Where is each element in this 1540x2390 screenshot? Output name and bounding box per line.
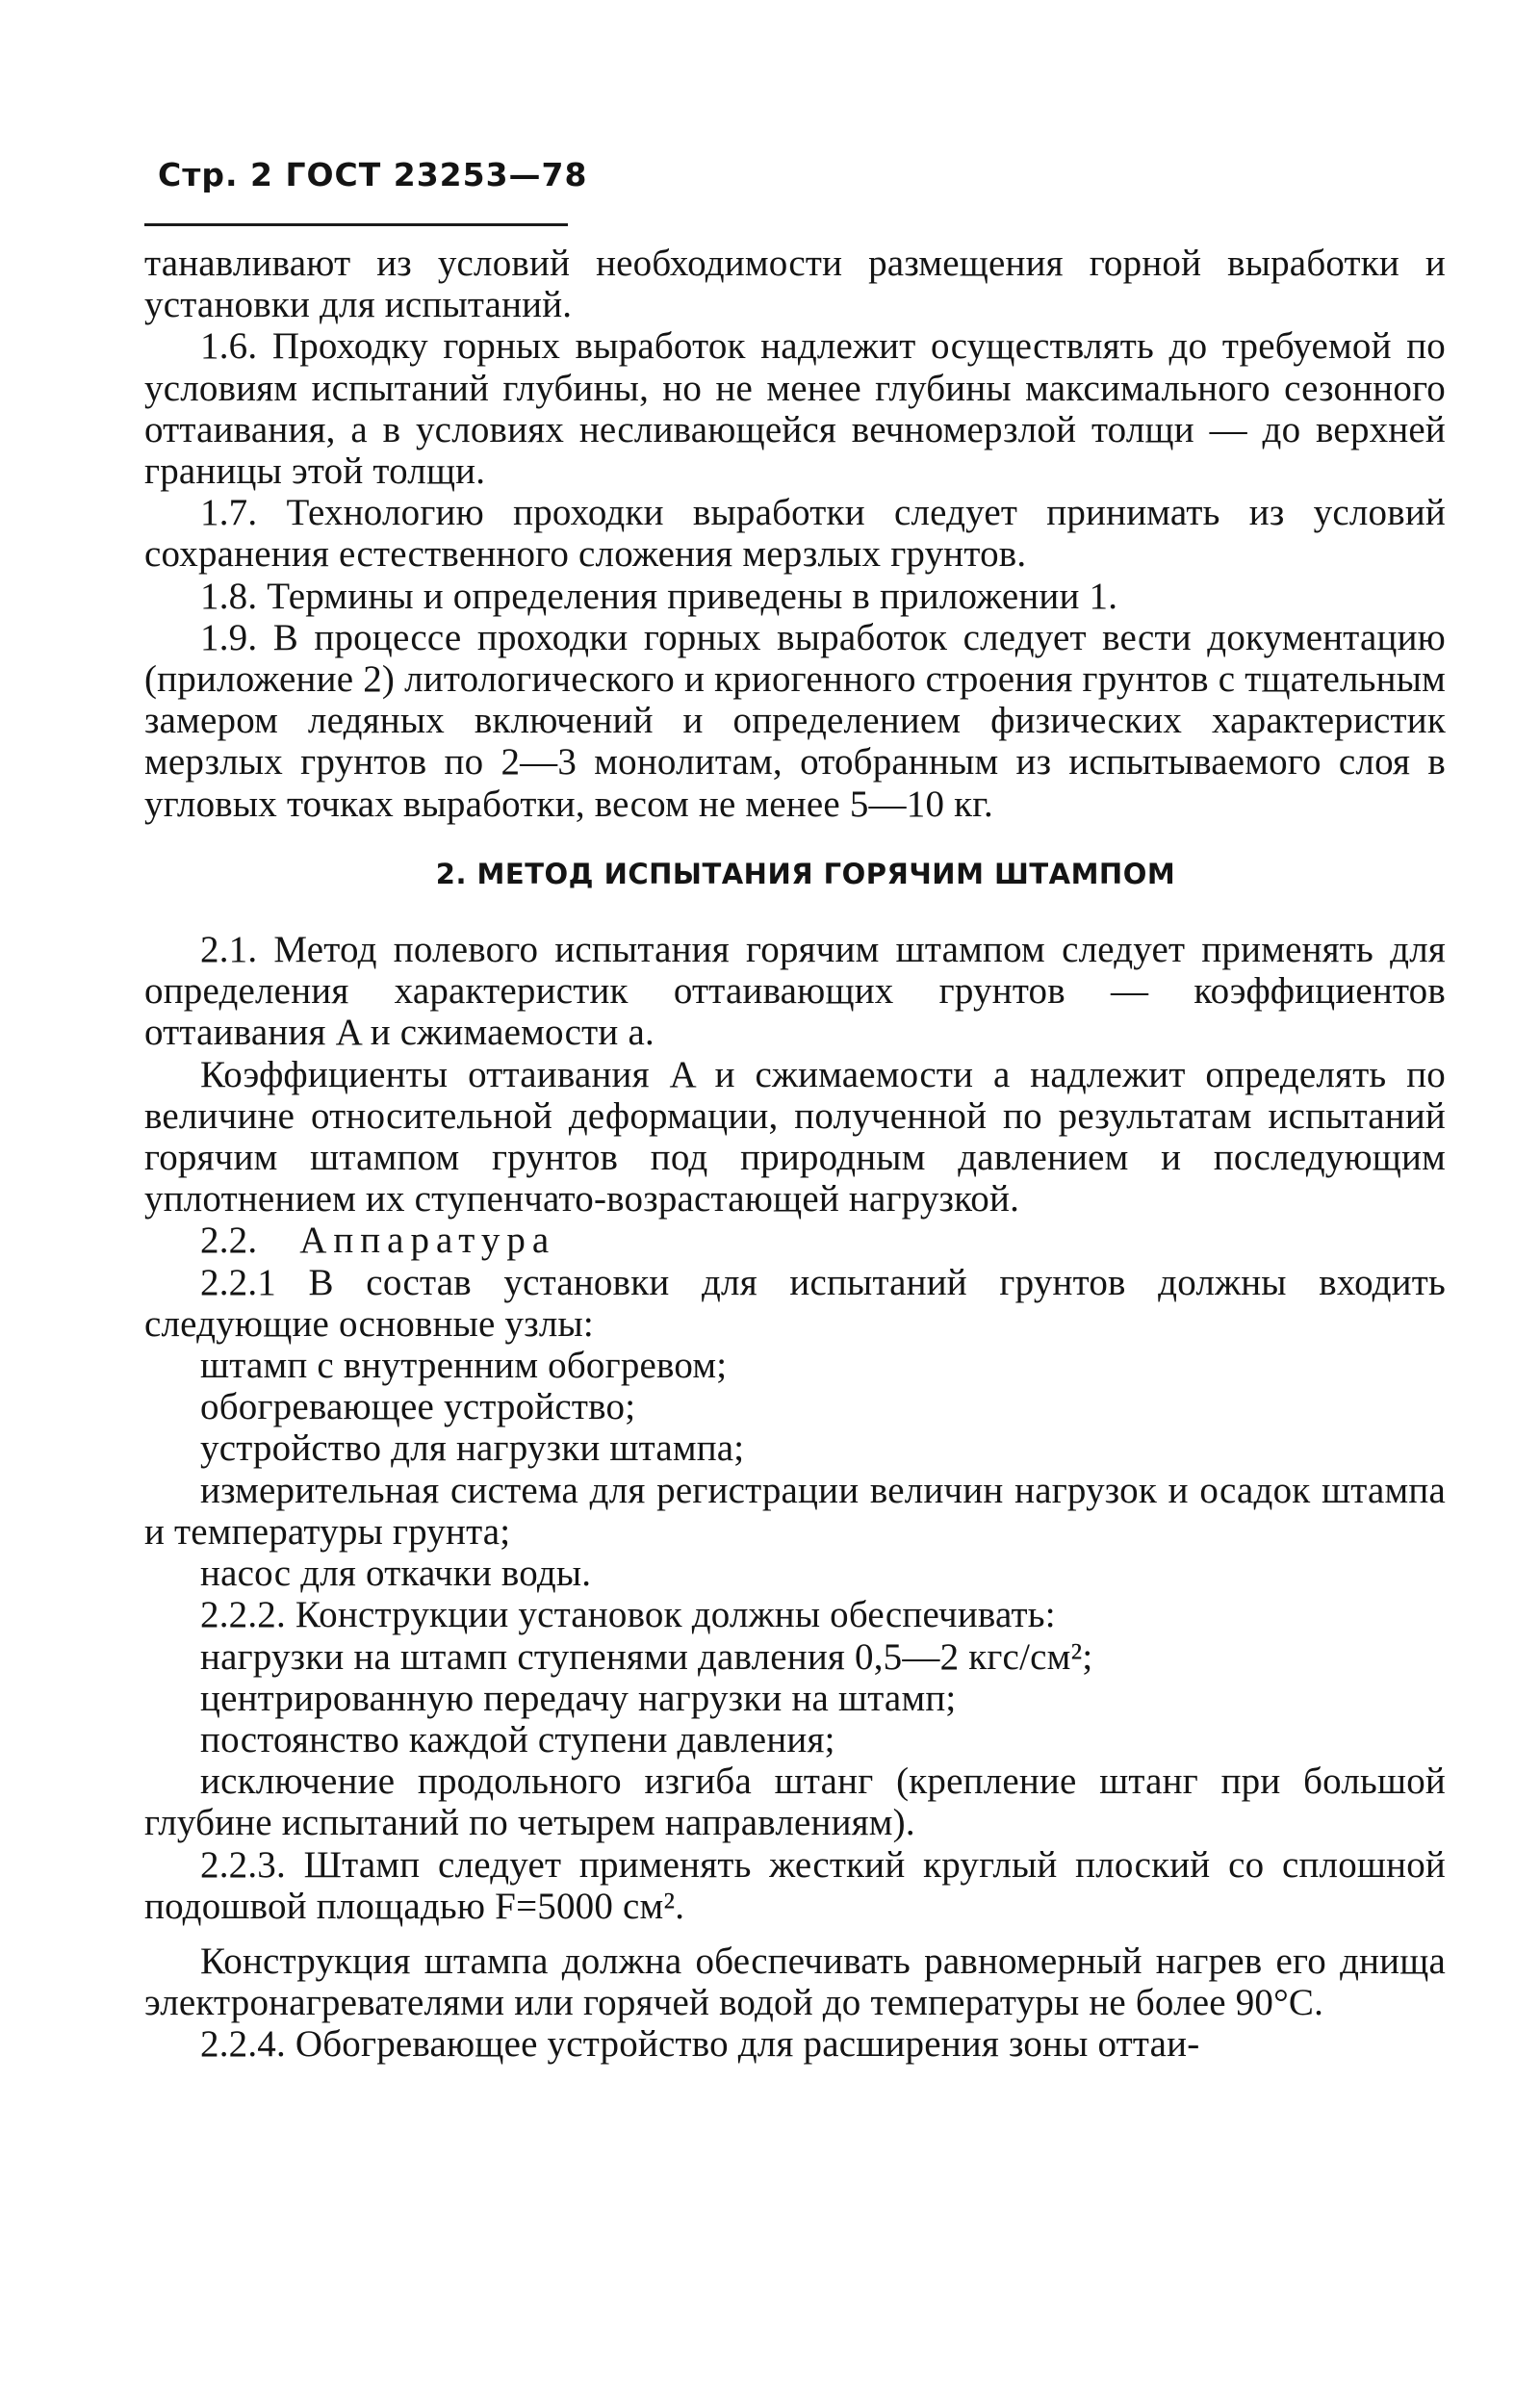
list-item: обогревающее устройство; [200, 1386, 636, 1428]
list-item: нагрузки на штамп ступенями давления 0,5—2 кгс/см²; [200, 1635, 1093, 1678]
paragraph-1-9: 1.9. В процессе проходки горных выработок следует вести документацию (приложение 2) литологического и криогенного строения грунтов с тщательным замером ледяных включений и определением физических характеристик мерзлых грунтов по 2—3 монолитам, отобранным из испытываемого слоя в угловых точках выработки, весом не менее 5—10 кг. [144, 616, 1446, 825]
list-item: исключение продольного изгиба штанг (крепление штанг при большой глубине испытаний по четырем направлениям). [144, 1760, 1446, 1844]
paragraph-1-6: 1.6. Проходку горных выработок надлежит осуществлять до требуемой по условиям испытаний глубины, но не менее глубины максимального сезонного оттаивания, а в условиях несливающейся вечномерзлой толщи — до верхней границы этой толщи. [144, 325, 1446, 493]
list-item: измерительная система для регистрации величин нагрузок и осадок штампа и температуры грунта; [144, 1469, 1446, 1553]
paragraph-2-1-coefficients: Коэффициенты оттаивания A и сжимаемости a надлежит определять по величине относительной деформации, полученной по результатам испытаний горячим штампом грунтов под природным давлением и последующим уплотнением их ступенчато-возрастающей нагрузкой. [144, 1053, 1446, 1221]
paragraph-2-2-3: 2.2.3. Штамп следует применять жесткий круглый плоский со сплошной подошвой площадью F=5000 см². [144, 1843, 1446, 1927]
paragraph-1-7: 1.7. Технологию проходки выработки следует принимать из условий сохранения естественного сложения мерзлых грунтов. [144, 492, 1446, 576]
paragraph-2-2-2: 2.2.2. Конструкции установок должны обеспечивать: [200, 1594, 1056, 1636]
paragraph-1-8: 1.8. Термины и определения приведены в приложении 1. [200, 575, 1118, 617]
paragraph-2-1: 2.1. Метод полевого испытания горячим штампом следует применять для определения характеристик оттаивающих грунтов — коэффициентов оттаивания A и сжимаемости a. [144, 929, 1446, 1054]
document-body [144, 243, 1446, 2066]
list-item: центрированную передачу нагрузки на штамп; [200, 1677, 957, 1719]
paragraph-2-2-4: 2.2.4. Обогревающее устройство для расширения зоны оттаи- [200, 2023, 1200, 2066]
subsection-2-2-title [144, 1220, 1446, 1261]
subsection-2-2-label: Аппаратура [299, 1220, 556, 1262]
paragraph-2-2-3-construction: Конструкция штампа должна обеспечивать равномерный нагрев его днища электронагревателями или горячей водой до температуры не более 90°С. [144, 1940, 1446, 2024]
subsection-2-2-number: 2.2. [200, 1220, 258, 1262]
list-item: постоянство каждой ступени давления; [200, 1718, 835, 1760]
page-header: Стр. 2 ГОСТ 23253—78 [158, 156, 588, 193]
header-divider [144, 223, 568, 226]
list-item: насос для откачки воды. [200, 1553, 592, 1595]
list-item: устройство для нагрузки штампа; [200, 1427, 745, 1470]
section-2-heading: 2. МЕТОД ИСПЫТАНИЯ ГОРЯЧИМ ШТАМПОМ [435, 857, 1176, 890]
paragraph-2-2-1: 2.2.1 В состав установки для испытаний грунтов должны входить следующие основные узлы: [144, 1261, 1446, 1345]
paragraph-continuation: танавливают из условий необходимости размещения горной выработки и установки для испытаний. [144, 243, 1446, 326]
list-item: штамп с внутренним обогревом; [200, 1345, 728, 1387]
